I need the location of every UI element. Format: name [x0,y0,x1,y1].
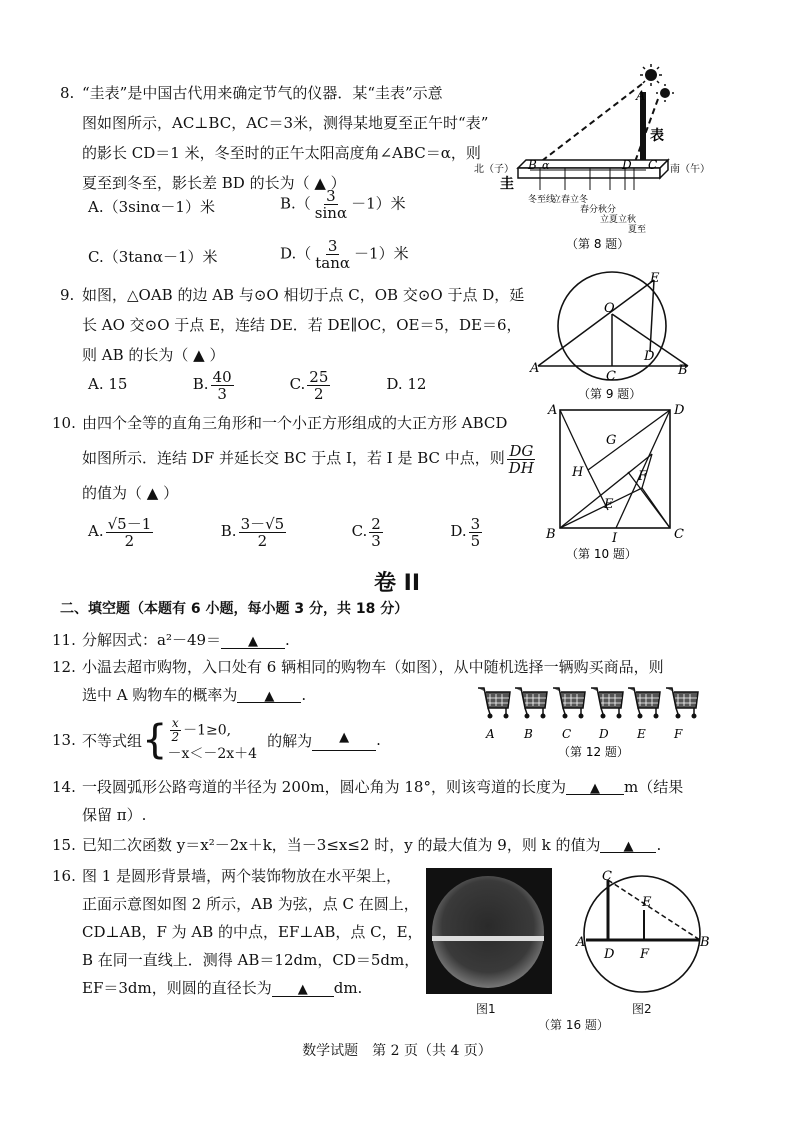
question-9 [60,280,524,370]
q16-line1: 图 1 是圆形背景墙，两个装饰物放在水平架上， [82,867,402,885]
question-12 [52,652,664,682]
q16-answer-blank[interactable]: ▲ [272,976,334,997]
fig8-tick-xiazhi: 夏至 [628,225,647,235]
round-wall-image [432,876,544,988]
q10-option-d-den: 5 [470,531,481,550]
q13-row1-fraction [169,717,181,744]
fig10-label-g: G [606,433,617,448]
figure-1-photo [426,868,552,994]
q9-option-c [290,368,382,402]
fig9-label-o: O [604,301,615,316]
circle [584,876,700,992]
q9-option-b-fraction [211,369,234,402]
fig10-label-d: D [674,403,685,418]
fig2-label-e: E [642,895,652,910]
q13-brace: { [142,717,168,763]
q10-option-a-pre: A. [88,522,104,540]
q9-option-b [193,368,285,402]
q16-line3: CD⊥AB，F 为 AB 的中点，EF⊥AB，点 C，E， [82,923,423,941]
q13-row1-den: 2 [171,729,180,744]
q8-option-b-post: －1）米 [351,194,406,213]
q13-system [167,717,257,764]
q8-option-d-num: 3 [327,237,338,255]
question-13 [52,710,381,770]
q13-row1 [167,717,257,744]
fig2-label-d: D [604,947,615,962]
fig9-label-e: E [650,271,660,286]
q10-option-c-pre: C. [351,522,368,540]
figure-8 [470,62,710,262]
q9-option-c-fraction [307,369,330,402]
fig8-caption: （第 8 题） [566,237,630,251]
cart-label-c: C [562,727,572,741]
fig8-tick-lixia: 立夏立秋 [600,215,637,225]
q12-line1: 小温去超市购物，入口处有 6 辆相同的购物车（如图），从中随机选择一辆购买商品，则 [82,658,664,676]
figure-10 [542,400,692,564]
q10-option-d-num: 3 [470,514,481,533]
q10-option-d-pre: D. [450,522,467,540]
question-16 [52,862,423,1002]
q10-line1: 由四个全等的直角三角形和一个小正方形组成的大正方形 ABCD [82,414,508,432]
q12-caption: （第 12 题） [558,745,629,759]
fig9-label-b: B [678,363,688,378]
q10-options [88,514,484,549]
q11-end: . [285,631,290,649]
q10-option-b [221,514,347,549]
q13-pre: 不等式组 [82,731,143,750]
q11-text: 分解因式：a²－49＝ [82,631,222,649]
cart-label-b: B [524,727,533,741]
fig2-label-b: B [700,935,710,950]
fig8-label-b: B [528,158,537,172]
fig8-label-gui: 圭 [500,176,514,192]
cart-label-d: D [599,727,609,741]
fig10-caption: （第 10 题） [566,547,637,561]
fig9-label-a: A [530,361,540,376]
fig8-tick-dongzhi: 冬至线 [528,195,556,205]
q10-option-c [352,514,446,549]
cart-icon [628,688,660,719]
fig10-label-h: H [572,465,584,480]
q10-option-c-fraction [369,516,383,549]
fig10-label-b: B [546,527,556,542]
cart-icon [553,688,585,719]
q13-number: 13. [52,731,76,749]
q11-answer-blank[interactable]: ▲ [221,628,285,649]
q12-end: . [301,686,307,704]
fig8-label-south: 南（午） [670,164,710,175]
q12-answer-blank[interactable]: ▲ [237,682,301,703]
q9-option-d: D. 12 [386,375,427,393]
question-10 [52,408,507,438]
fig9-caption: （第 9 题） [578,387,642,401]
q14-line1-end: m（结果 [623,778,684,796]
fig10-label-c: C [674,527,684,542]
fig1-caption: 图1 [476,1002,496,1016]
fig8-label-a: A [636,89,646,104]
q10-option-a [88,514,216,549]
q16-caption: （第 16 题） [538,1018,609,1032]
q16-line5-end: dm. [333,979,363,997]
q10-line2 [82,440,538,476]
q13-row2: －x＜－2x＋4 [167,745,258,762]
q10-option-d [450,514,484,549]
q8-option-b [280,188,406,221]
q9-number: 9. [60,286,75,304]
fig2-caption: 图2 [632,1002,652,1016]
fig8-tick-lichun: 立春立冬 [552,195,589,205]
q8-line4: 夏至到冬至，影长差 BD 的长为（ ▲ ） [82,174,346,192]
q14-line2: 保留 π）. [82,806,147,824]
q15-number: 15. [52,836,76,854]
q13-answer-blank[interactable]: ▲ [312,730,376,751]
fig8-label-c: C [648,158,658,172]
q10-option-a-fraction [106,516,154,549]
q10-line2-text: 如图所示．连结 DF 并延长交 BC 于点 I，若 I 是 BC 中点，则 [82,449,505,467]
q10-option-b-num: 3－√5 [240,514,285,533]
fig8-label-north: 北（子） [474,164,514,175]
q10-ratio [507,443,536,476]
q8-line2: 图如图所示，AC⊥BC，AC＝3米，测得某地夏至正午时“表” [82,114,489,132]
q16-line2: 正面示意图如图 2 所示，AB 为弦，点 C 在圆上， [82,895,419,913]
q9-option-c-num: 25 [309,367,329,386]
section-title: 卷 II [373,571,421,596]
q9-line1: 如图，△OAB 的边 AB 与⊙O 相切于点 C，OB 交⊙O 于点 D，延 [82,286,525,304]
cart-icon [478,688,510,719]
q15-end: . [656,836,662,854]
q16-line5-text: EF＝3dm，则圆的直径长为 [82,979,272,997]
q8-option-b-pre: B.（ [280,194,311,213]
q9-option-a: A. 15 [88,375,128,393]
q8-option-d-fraction [313,238,352,271]
question-14 [52,772,683,802]
q9-line3: 则 AB 的长为（ ▲ ） [82,346,225,364]
q9-option-b-den: 3 [217,384,227,403]
q12-line2-text: 选中 A 购物车的概率为 [82,686,238,704]
q10-line3: 的值为（ ▲ ） [82,484,179,502]
sun-icon [640,64,662,86]
fig10-label-a: A [548,403,558,418]
q11-number: 11. [52,631,76,649]
q14-line1: 一段圆弧形公路弯道的半径为 200m，圆心角为 18°，则该弯道的长度为 [82,778,566,796]
q8-option-b-fraction [313,188,349,221]
cart-icon [515,688,547,719]
q8-option-a: A.（3sinα－1）米 [88,198,215,216]
q8-option-d-pre: D.（ [280,244,312,263]
fig8-label-biao: 表 [650,128,664,144]
q8-line1: “圭表”是中国古代用来确定节气的仪器．某“圭表”示意 [82,84,443,102]
q10-option-a-den: 2 [124,531,135,550]
q10-ratio-den: DH [508,458,534,477]
question-8 [60,78,488,198]
q14-answer-blank[interactable]: ▲ [566,774,624,795]
q9-line2: 长 AO 交⊙O 于点 E，连结 DE．若 DE∥OC，OE＝5，DE＝6， [82,316,522,334]
fig9-label-d: D [644,349,655,364]
q13-end: . [376,731,381,749]
q10-option-c-den: 3 [371,531,381,550]
section-heading: 二、填空题（本题有 6 小题，每小题 3 分，共 18 分） [60,601,409,617]
q8-option-b-num: 3 [326,187,336,205]
shopping-carts-figure [474,682,710,762]
q13-row1-num: x [171,715,179,730]
q10-number: 10. [52,414,76,432]
question-11 [52,626,290,654]
shelf-bar [432,936,544,941]
q10-option-b-fraction [239,516,287,549]
fig8-tick-chunfen: 春分秋分 [580,205,617,215]
q16-number: 16. [52,867,76,885]
q8-option-c: C.（3tanα－1）米 [88,248,218,266]
q10-option-a-num: √5－1 [107,514,152,533]
fig10-label-e: E [604,497,614,512]
cart-label-e: E [637,727,646,741]
q15-text: 已知二次函数 y＝x²－2x＋k，当－3≤x≤2 时，y 的最大值为 9，则 k 的值为 [82,836,601,854]
q8-number: 8. [60,84,75,102]
figure-2 [574,868,714,996]
question-15 [52,830,661,860]
q13-row1-rest: －1≥0, [183,722,232,738]
q10-option-d-fraction [469,516,483,549]
q9-option-c-den: 2 [314,384,324,403]
q14-number: 14. [52,778,76,796]
q13-post: 的解为 [267,731,313,750]
fig10-label-i: I [612,531,618,546]
q9-option-b-pre: B. [192,375,209,393]
cart-icon [591,688,623,719]
fig2-label-c: C [602,869,612,884]
q10-ratio-num: DG [509,441,534,460]
q8-option-d-den: tanα [315,254,351,272]
page-footer: 数学试题 第 2 页（共 4 页） [302,1043,492,1059]
q9-options [88,367,427,403]
q16-line5 [52,974,423,1002]
q9-option-c-pre: C. [289,375,306,393]
cart-label-a: A [486,727,495,741]
q15-answer-blank[interactable]: ▲ [600,832,656,853]
q10-option-b-pre: B. [220,522,237,540]
q12-line2 [82,680,306,710]
fig2-label-f: F [640,947,650,962]
q8-option-d-post: －1）米 [354,244,409,263]
q9-option-b-num: 40 [212,367,232,386]
q10-option-c-num: 2 [371,514,381,533]
figure-9 [528,268,700,408]
fig8-label-d: D [622,158,632,172]
fig10-label-f: F [638,469,648,484]
cart-label-f: F [674,727,683,741]
q10-option-b-den: 2 [257,531,268,550]
q8-option-d [280,238,409,271]
fig8-label-alpha: α [542,159,550,172]
cart-icon [666,688,698,719]
q12-number: 12. [52,658,76,676]
fig9-label-c: C [606,369,616,384]
q8-line3: 的影长 CD＝1 米，冬至时的正午太阳高度角∠ABC＝α，则 [82,144,481,162]
q8-option-b-den: sinα [314,204,348,222]
q16-line4: B 在同一直线上．测得 AB＝12dm，CD＝5dm， [82,951,420,969]
fig2-label-a: A [576,935,586,950]
